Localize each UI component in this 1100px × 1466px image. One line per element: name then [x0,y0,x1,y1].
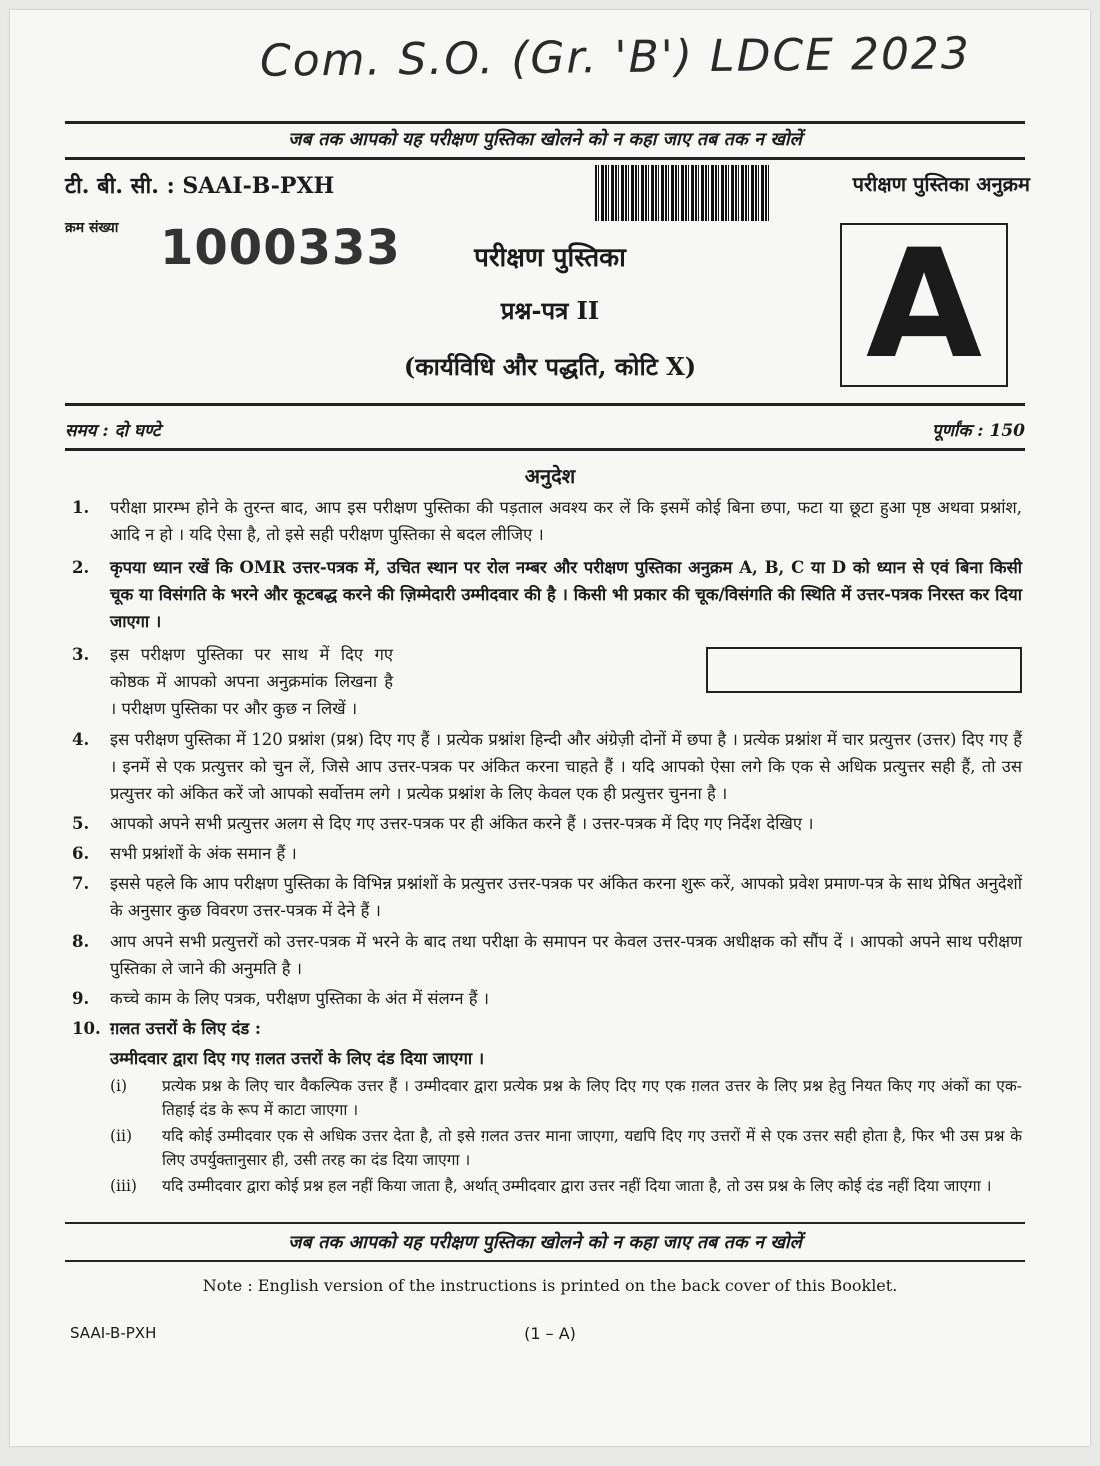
instruction-item: 5. आपको अपने सभी प्रत्युत्तर अलग से दिए गए उत्तर-पत्रक पर ही अंकित करने हैं । उत्तर-पत्रक में दिए गए निर्देश देखिए । [72,814,814,833]
barcode-icon [595,165,770,221]
instruction-item: 4. इस परीक्षण पुस्तिका में 120 प्रश्नांश (प्रश्न) दिए गए हैं । प्रत्येक प्रश्नांश हिन्दी और अंग्रेज़ी दोनों में छपा है । प्रत्येक प्रश्नांश में चार प्रत्युत्तर (उत्तर) दिए गए हैं । इनमें से एक प्रत्युत्तर को चुन लें, जिसे आप उत्तर-पत्रक पर अंकित करना चाहते हैं । यदि आपको ऐसा लगे कि एक से अधिक प्रत्युत्तर सही हैं, तो उस प्रत्युत्तर को अंकित करें जो आपको सर्वोत्तम लगे । प्रत्येक प्रश्नांश के लिए केवल एक ही प्रत्युत्तर चुनना है । [72,730,1022,803]
serial-number: 1000333 [160,220,401,276]
time-allowed: समय : दो घण्टे [65,421,161,441]
roll-number-box[interactable] [706,647,1022,693]
subject-title: (कार्यविधि और पद्धति, कोटि X) [403,352,697,381]
instructions-list [72,494,1022,1198]
page-number: (1 – A) [524,1324,576,1343]
bottom-banner: जब तक आपको यह परीक्षण पुस्तिका खोलने को न कहा जाए तब तक न खोलें [288,1232,802,1253]
divider [65,121,1025,124]
divider [65,448,1025,451]
max-marks: पूर्णांक : 150 [931,421,1025,441]
penalty-item: (iii) यदि उम्मीदवार द्वारा कोई प्रश्न हल नहीं किया जाता है, अर्थात् उम्मीदवार द्वारा उत्तर नहीं दिया जाता है, तो उस प्रश्न के लिए कोई दंड नहीं दिया जाएगा । [110,1177,992,1195]
instruction-item: 10. ग़लत उत्तरों के लिए दंड : [72,1019,262,1038]
instruction-item: 7. इससे पहले कि आप परीक्षण पुस्तिका के विभिन्न प्रश्नांशों के प्रत्युत्तर उत्तर-पत्रक पर अंकित करना शुरू करें, आपको प्रवेश प्रमाण-पत्र के साथ प्रेषित अनुदेशों के अनुसार कुछ विवरण उत्तर-पत्रक में देने हैं । [72,874,1022,920]
top-banner: जब तक आपको यह परीक्षण पुस्तिका खोलने को न कहा जाए तब तक न खोलें [288,129,802,150]
instruction-item: 1. परीक्षा प्रारम्भ होने के तुरन्त बाद, आप इस परीक्षण पुस्तिका की पड़ताल अवश्य कर लें कि इसमें कोई बिना छपा, फटा या छूटा हुआ पृष्ठ अथवा प्रश्नांश, आदि न हो । यदि ऐसा है, तो इसे सही परीक्षण पुस्तिका से बदल लीजिए । [72,498,1022,544]
divider [65,1222,1025,1224]
instructions-title: अनुदेश [524,464,576,488]
tbc-code: टी. बी. सी. : SAAI-B-PXH [65,173,335,199]
penalty-item: (i) प्रत्येक प्रश्न के लिए चार वैकल्पिक उत्तर हैं । उम्मीदवार द्वारा प्रत्येक प्रश्न के लिए दिए गए एक ग़लत उत्तर के लिए प्रश्न हेतु नियत किए गए अंकों का एक-तिहाई दंड के रूप में काटा जाएगा । [110,1077,1022,1119]
booklet-title: परीक्षण पुस्तिका [474,243,626,273]
english-version-note: Note : English version of the instructions is printed on the back cover of this Booklet. [202,1276,898,1295]
instruction-item: 3. इस परीक्षण पुस्तिका पर साथ में दिए गए कोष्ठक में आपको अपना अनुक्रमांक लिखना है । परीक्षण पुस्तिका पर और कुछ न लिखें । [72,641,1022,722]
penalty-item: (ii) यदि कोई उम्मीदवार एक से अधिक उत्तर देता है, तो इसे ग़लत उत्तर माना जाएगा, यद्यपि दिए गए उत्तरों में से एक उत्तर सही होता है, फिर भी उस प्रश्न के लिए उपर्युक्तानुसार ही, उसी तरह का दंड दिया जाएगा । [110,1127,1022,1169]
paper-title: प्रश्न-पत्र II [500,296,600,325]
serial-label: क्रम संख्या [65,220,119,236]
divider [65,1260,1025,1262]
divider [65,403,1025,406]
instruction-item: 8. आप अपने सभी प्रत्युत्तरों को उत्तर-पत्रक में भरने के बाद तथा परीक्षा के समापन पर केवल उत्तर-पत्रक अधीक्षक को सौंप दें । आपको अपने साथ परीक्षण पुस्तिका ले जाने की अनुमति है । [72,932,1022,978]
instruction-item: 9. कच्चे काम के लिए पत्रक, परीक्षण पुस्तिका के अंत में संलग्न हैं । [72,989,490,1008]
instruction-item: 2. कृपया ध्यान रखें कि OMR उत्तर-पत्रक में, उचित स्थान पर रोल नम्बर और परीक्षण पुस्तिका अनुक्रम A, B, C या D को ध्यान से एवं बिना किसी चूक या विसंगति के भरने और कूटबद्ध करने की ज़िम्मेदारी उम्मीदवार की है । किसी भी प्रकार की चूक/विसंगति की स्थिति में उत्तर-पत्रक निरस्त कर दिया जाएगा । [72,558,1022,631]
divider [65,157,1025,160]
footer-code: SAAI-B-PXH [70,1324,157,1342]
penalty-heading: उम्मीदवार द्वारा दिए गए ग़लत उत्तरों के लिए दंड दिया जाएगा । [110,1049,485,1068]
series-label: परीक्षण पुस्तिका अनुक्रम [852,172,1030,196]
exam-booklet-cover [10,10,1090,1446]
handwritten-note: Com. S.O. (Gr. 'B') LDCE 2023 [259,28,972,87]
instruction-item: 6. सभी प्रश्नांशों के अंक समान हैं । [72,844,297,863]
series-letter-box: A [840,223,1008,387]
